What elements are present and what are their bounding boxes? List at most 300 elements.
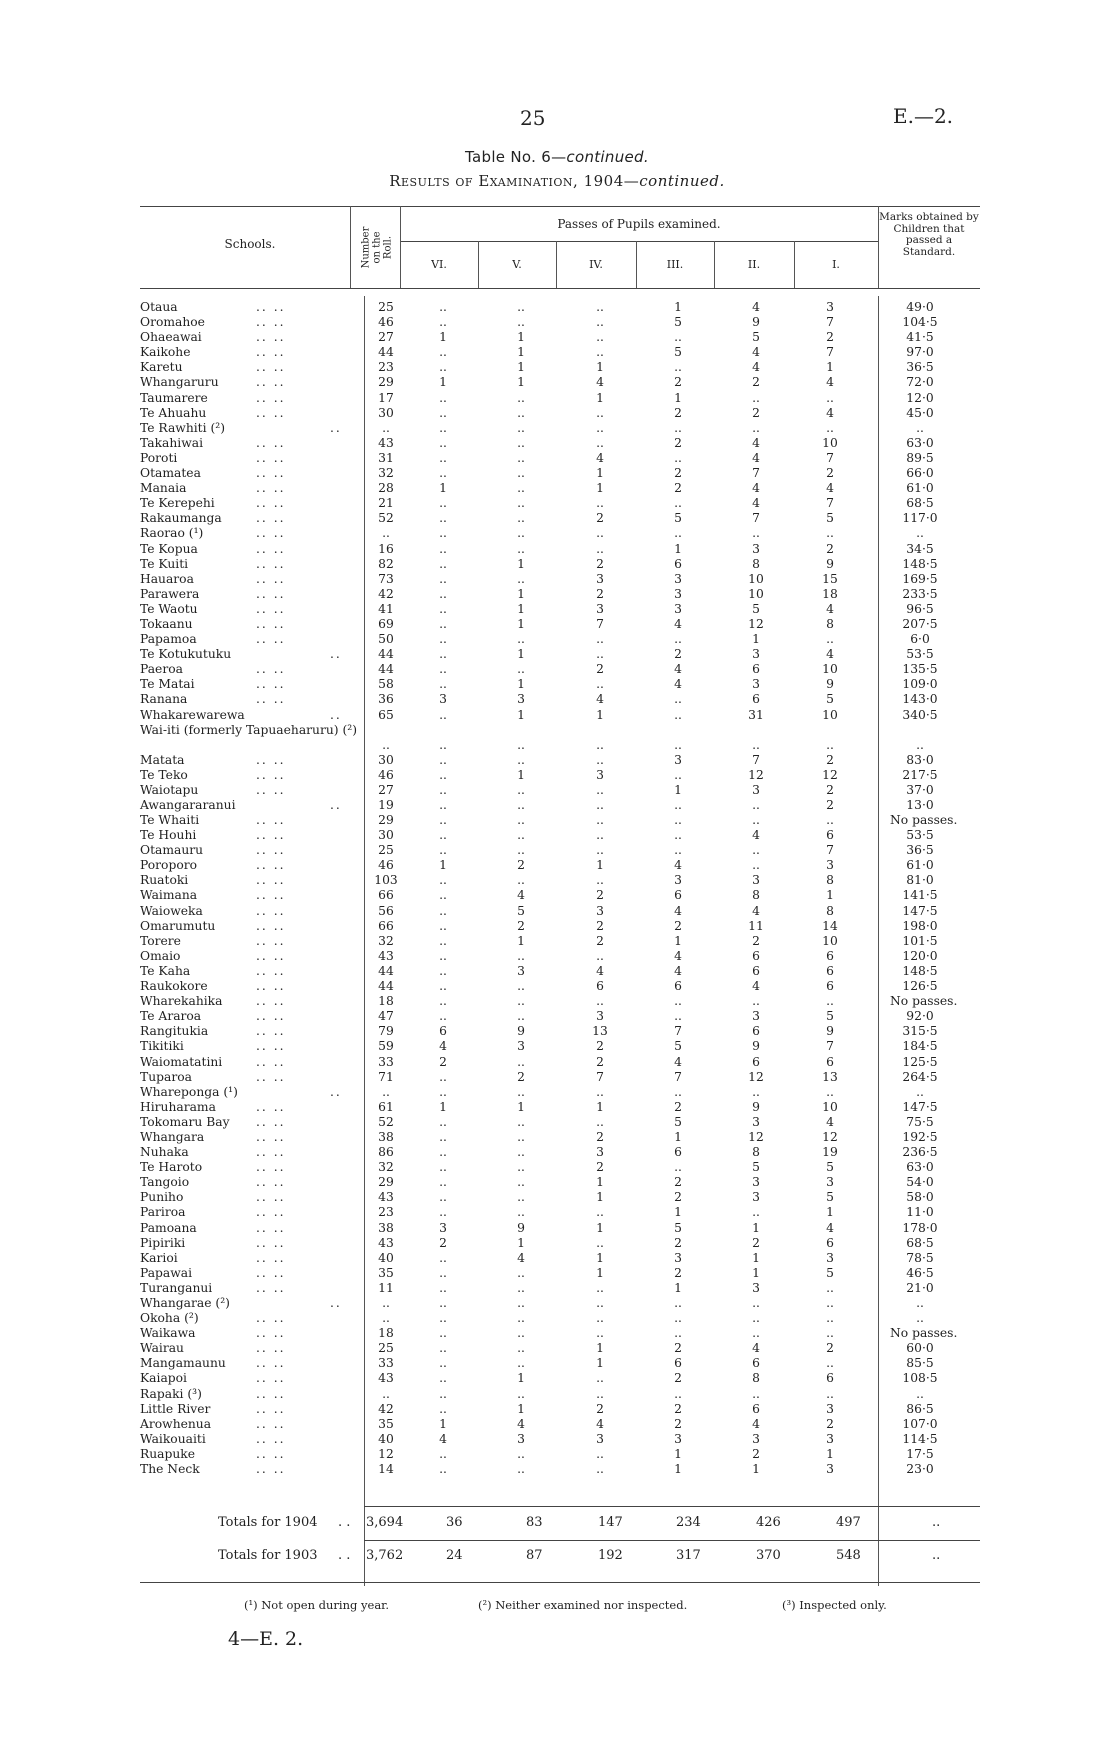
cell-v: 4 — [517, 1250, 525, 1265]
header-roll — [357, 208, 397, 286]
leader-dots: .. .. — [256, 300, 286, 314]
cell-roll: 23 — [378, 1205, 394, 1220]
cell-vi: 4 — [439, 1431, 447, 1446]
cell-iii: .. — [674, 1296, 682, 1310]
school-name: Te Kerepehi — [140, 496, 215, 511]
cell-marks: 117·0 — [902, 511, 938, 526]
cell-iii: 2 — [674, 1416, 682, 1431]
cell-i: 6 — [826, 948, 834, 963]
cell-ii: .. — [752, 813, 760, 827]
cell-vi: .. — [439, 1280, 447, 1295]
cell-ii: 3 — [752, 873, 760, 888]
cell-roll: 44 — [378, 662, 394, 677]
cell-marks: .. — [916, 526, 924, 541]
leader-dots: .. .. — [256, 1235, 286, 1250]
school-name: Paeroa — [140, 662, 183, 677]
cell-ii: .. — [752, 797, 760, 812]
cell-ii: 5 — [752, 1160, 760, 1175]
cell-v: .. — [517, 1009, 525, 1024]
cell-iii: .. — [674, 767, 682, 782]
cell-i: 5 — [826, 1190, 834, 1205]
cell-ii: 3 — [752, 1009, 760, 1024]
cell-vi: 1 — [439, 375, 447, 390]
totals-1904-vi: 36 — [446, 1515, 463, 1530]
cell-iv: 2 — [596, 662, 604, 677]
cell-vi: 1 — [439, 858, 447, 873]
header-schools: Schools. — [224, 237, 276, 251]
leader-dots: .. .. — [256, 1129, 286, 1144]
cell-iii: .. — [674, 496, 682, 511]
cell-marks: 75·5 — [906, 1114, 934, 1129]
cell-vi: .. — [439, 1084, 447, 1099]
cell-vi: .. — [439, 677, 447, 692]
cell-iii: 2 — [674, 1235, 682, 1250]
cell-iv: 3 — [596, 1009, 604, 1024]
cell-v: .. — [517, 541, 525, 556]
school-name: Kaikohe — [140, 345, 191, 360]
cell-i: 8 — [826, 873, 834, 888]
cell-vi: .. — [439, 1265, 447, 1280]
cell-i: 7 — [826, 843, 834, 858]
cell-roll: 41 — [378, 601, 394, 616]
cell-iv: 1 — [596, 858, 604, 873]
cell-iii: 3 — [674, 1250, 682, 1265]
cell-v: 2 — [517, 858, 525, 873]
table-row — [140, 994, 980, 1009]
cell-iv: 3 — [596, 571, 604, 586]
leader-dots: .. .. — [256, 1190, 286, 1205]
cell-i: 5 — [826, 1160, 834, 1175]
cell-roll: 30 — [378, 828, 394, 843]
cell-vi: 4 — [439, 1039, 447, 1054]
cell-ii: 8 — [752, 1371, 760, 1386]
cell-vi: .. — [439, 1205, 447, 1220]
cell-roll: 28 — [378, 481, 394, 496]
cell-marks: 78·5 — [906, 1250, 934, 1265]
cell-marks: 148·5 — [902, 556, 938, 571]
table-row — [140, 1371, 980, 1386]
cell-v: .. — [517, 979, 525, 994]
cell-iv: 2 — [596, 556, 604, 571]
cell-vi: 1 — [439, 330, 447, 345]
cell-roll: 61 — [378, 1099, 394, 1114]
table-row — [140, 1145, 980, 1160]
cell-marks: 58·0 — [906, 1190, 934, 1205]
school-name: Puniho — [140, 1190, 184, 1205]
cell-v: 1 — [517, 1235, 525, 1250]
cell-vi: .. — [439, 797, 447, 812]
cell-iv: .. — [596, 1205, 604, 1220]
school-name: Ruapuke — [140, 1446, 196, 1461]
cell-v: .. — [517, 782, 525, 797]
cell-ii: 3 — [752, 1190, 760, 1205]
cell-ii: 8 — [752, 556, 760, 571]
cell-iv: 1 — [596, 466, 604, 481]
leader-dots: .. .. — [256, 948, 286, 963]
cell-roll: 16 — [378, 541, 394, 556]
cell-ii: 3 — [752, 1431, 760, 1446]
table-row — [140, 692, 980, 707]
cell-iii: 2 — [674, 435, 682, 450]
cell-v: .. — [517, 828, 525, 843]
table-row — [140, 345, 980, 360]
cell-iii: 6 — [674, 556, 682, 571]
cell-ii: .. — [752, 843, 760, 858]
leader-dots: .. — [330, 797, 342, 812]
cell-i: 4 — [826, 405, 834, 420]
leader-dots: .. .. — [256, 1280, 286, 1295]
cell-iv: 7 — [596, 1069, 604, 1084]
cell-roll: 44 — [378, 647, 394, 662]
totals-1903-iii: 317 — [676, 1548, 701, 1563]
cell-v: 2 — [517, 1069, 525, 1084]
cell-vi: 3 — [439, 692, 447, 707]
leader-dots: .. .. — [256, 903, 286, 918]
cell-ii: 9 — [752, 1099, 760, 1114]
leader-dots: .. .. — [256, 1371, 286, 1386]
school-name: Mangamaunu — [140, 1356, 226, 1371]
cell-iv: 2 — [596, 586, 604, 601]
cell-iv: .. — [596, 948, 604, 963]
table-subtitle-continued: continued. — [639, 172, 725, 190]
cell-i: 10 — [822, 435, 838, 450]
table-row — [140, 949, 980, 964]
cell-v: .. — [517, 1462, 525, 1477]
cell-v: 1 — [517, 767, 525, 782]
table-row — [140, 1417, 980, 1432]
cell-ii: .. — [752, 526, 760, 541]
cell-iv: .. — [596, 300, 604, 314]
cell-v: .. — [517, 797, 525, 812]
table-row — [140, 828, 980, 843]
cell-roll: 79 — [378, 1024, 394, 1039]
table-row — [140, 421, 980, 436]
leader-dots: .. .. — [256, 375, 286, 390]
leader-dots: .. .. — [256, 1250, 286, 1265]
cell-iii: 2 — [674, 481, 682, 496]
cell-ii: 9 — [752, 1039, 760, 1054]
cell-i: 2 — [826, 797, 834, 812]
leader-dots: .. .. — [256, 315, 286, 330]
school-name: Arowhenua — [140, 1416, 212, 1431]
school-name: Tikitiki — [140, 1039, 184, 1054]
cell-roll: 43 — [378, 1235, 394, 1250]
cell-i: 2 — [826, 541, 834, 556]
cell-v: 1 — [517, 601, 525, 616]
cell-vi: .. — [439, 360, 447, 375]
table-row — [140, 888, 980, 903]
cell-iii: 5 — [674, 1220, 682, 1235]
cell-marks: 49·0 — [906, 300, 934, 314]
passes-divider-rule — [400, 241, 878, 242]
cell-iii: 2 — [674, 375, 682, 390]
cell-v: .. — [517, 1054, 525, 1069]
cell-iii: 6 — [674, 979, 682, 994]
totals-1904-marks: .. — [932, 1515, 941, 1530]
table-row — [140, 708, 980, 723]
cell-i: 7 — [826, 315, 834, 330]
cell-vi: 6 — [439, 1024, 447, 1039]
cell-iv: 1 — [596, 1265, 604, 1280]
cell-roll: 30 — [378, 752, 394, 767]
table-row — [140, 647, 980, 662]
table-subtitle — [0, 172, 1114, 190]
cell-iii: 2 — [674, 1401, 682, 1416]
cell-iv: 2 — [596, 1160, 604, 1175]
cell-i: 10 — [822, 662, 838, 677]
school-name: Te Kaha — [140, 963, 191, 978]
cell-ii: 2 — [752, 405, 760, 420]
cell-iii: 2 — [674, 647, 682, 662]
table-row — [140, 1266, 980, 1281]
cell-marks: 86·5 — [906, 1401, 934, 1416]
cell-ii: 4 — [752, 1416, 760, 1431]
leader-dots: .. — [330, 647, 342, 662]
cell-vi: .. — [439, 963, 447, 978]
table-row — [140, 1085, 980, 1100]
cell-iii: .. — [674, 1311, 682, 1326]
cell-ii: 12 — [748, 1069, 764, 1084]
totals-1903-label: Totals for 1903 — [218, 1548, 318, 1563]
leader-dots: .. .. — [256, 330, 286, 345]
table-row — [140, 1115, 980, 1130]
cell-ii: 4 — [752, 979, 760, 994]
school-name: Kaiapoi — [140, 1371, 187, 1386]
school-name: Te Haroto — [140, 1160, 203, 1175]
table-row — [140, 964, 980, 979]
cell-ii: 8 — [752, 888, 760, 903]
cell-v: 3 — [517, 692, 525, 707]
cell-vi: .. — [439, 918, 447, 933]
cell-i: 15 — [822, 571, 838, 586]
header-ii: II. — [747, 258, 761, 271]
cell-i: 7 — [826, 1039, 834, 1054]
cell-iv: .. — [596, 813, 604, 827]
leader-dots: .. .. — [256, 1160, 286, 1175]
cell-marks: 178·0 — [902, 1220, 938, 1235]
table-title — [0, 148, 1114, 166]
leader-dots: .. .. — [256, 616, 286, 631]
table-bottom-rule — [140, 1582, 980, 1583]
table-row — [140, 1190, 980, 1205]
cell-iii: 1 — [674, 782, 682, 797]
school-name: Te Matai — [140, 677, 195, 692]
cell-roll: 17 — [378, 390, 394, 405]
school-name: Te Ahuahu — [140, 405, 207, 420]
cell-ii: 6 — [752, 948, 760, 963]
cell-roll: 40 — [378, 1431, 394, 1446]
cell-iii: 2 — [674, 1371, 682, 1386]
cell-v: .. — [517, 526, 525, 541]
cell-i: 6 — [826, 963, 834, 978]
cell-ii: 6 — [752, 963, 760, 978]
cell-roll: 50 — [378, 632, 394, 647]
cell-ii: 1 — [752, 1250, 760, 1265]
table-row — [140, 360, 980, 375]
cell-vi: .. — [439, 767, 447, 782]
school-name: Ruatoki — [140, 873, 189, 888]
school-name: Te Whaiti — [140, 813, 200, 827]
table-row — [140, 1236, 980, 1251]
cell-i: 2 — [826, 1416, 834, 1431]
cell-roll: 52 — [378, 511, 394, 526]
cell-iii: 1 — [674, 933, 682, 948]
cell-iii: 2 — [674, 1175, 682, 1190]
leader-dots: .. .. — [256, 1069, 286, 1084]
school-name: Pipiriki — [140, 1235, 186, 1250]
cell-ii: 9 — [752, 315, 760, 330]
table-row — [140, 1402, 980, 1417]
table-row — [140, 1221, 980, 1236]
cell-i: 10 — [822, 1099, 838, 1114]
cell-iii: 1 — [674, 1446, 682, 1461]
cell-vi: .. — [439, 1175, 447, 1190]
cell-roll: 18 — [378, 994, 394, 1009]
school-name: Rapaki (³) — [140, 1386, 202, 1401]
cell-vi: .. — [439, 450, 447, 465]
cell-v: .. — [517, 1205, 525, 1220]
cell-i: 6 — [826, 979, 834, 994]
cell-i: 6 — [826, 1235, 834, 1250]
cell-vi: .. — [439, 511, 447, 526]
cell-ii: 4 — [752, 496, 760, 511]
table-row — [140, 1160, 980, 1175]
cell-ii: 1 — [752, 1220, 760, 1235]
cell-vi: .. — [439, 616, 447, 631]
cell-marks: .. — [916, 1084, 924, 1099]
cell-v: .. — [517, 300, 525, 314]
cell-ii: 4 — [752, 345, 760, 360]
cell-marks: 68·5 — [906, 1235, 934, 1250]
cell-vi: .. — [439, 1386, 447, 1401]
table-row — [140, 677, 980, 692]
cell-roll: 43 — [378, 948, 394, 963]
cell-i: 2 — [826, 782, 834, 797]
cell-vi: .. — [439, 300, 447, 314]
cell-iii: .. — [674, 1160, 682, 1175]
leader-dots: .. .. — [256, 511, 286, 526]
table-row — [140, 843, 980, 858]
cell-marks: 89·5 — [906, 450, 934, 465]
cell-vi: .. — [439, 1129, 447, 1144]
cell-roll: 43 — [378, 1371, 394, 1386]
cell-vi: .. — [439, 752, 447, 767]
header-iv: IV. — [589, 258, 603, 271]
cell-marks: 114·5 — [902, 1431, 938, 1446]
leader-dots: .. .. — [256, 692, 286, 707]
cell-v: 1 — [517, 1401, 525, 1416]
page-code: E.—2. — [893, 104, 954, 128]
cell-ii: 8 — [752, 1145, 760, 1160]
cell-iv: 2 — [596, 1401, 604, 1416]
table-row — [140, 919, 980, 934]
school-name: Ohaeawai — [140, 330, 202, 345]
cell-v: 4 — [517, 888, 525, 903]
leader-dots: .. .. — [256, 1386, 286, 1401]
cell-vi: .. — [439, 435, 447, 450]
cell-vi: .. — [439, 994, 447, 1009]
cell-ii: 2 — [752, 1235, 760, 1250]
cell-marks: 147·5 — [902, 903, 938, 918]
cell-ii: 1 — [752, 1265, 760, 1280]
totals-dots: . . — [338, 1515, 351, 1530]
cell-v: 3 — [517, 1431, 525, 1446]
leader-dots: .. .. — [256, 1311, 286, 1326]
cell-ii: 4 — [752, 300, 760, 314]
leader-dots: .. .. — [256, 843, 286, 858]
leader-dots: .. .. — [256, 933, 286, 948]
leader-dots: .. .. — [256, 1326, 286, 1341]
cell-ii: 3 — [752, 782, 760, 797]
table-row — [140, 1039, 980, 1054]
cell-ii: .. — [752, 420, 760, 435]
cell-roll: 56 — [378, 903, 394, 918]
sheet-mark: 4—E. 2. — [228, 1628, 304, 1650]
table-row — [140, 557, 980, 572]
cell-iv: 2 — [596, 933, 604, 948]
leader-dots: .. .. — [256, 918, 286, 933]
cell-ii: 5 — [752, 330, 760, 345]
cell-ii: 3 — [752, 1114, 760, 1129]
cell-i: .. — [826, 420, 834, 435]
cell-v: 3 — [517, 1039, 525, 1054]
leader-dots: .. .. — [256, 1416, 286, 1431]
cell-iv: 2 — [596, 1039, 604, 1054]
col-divider — [350, 206, 351, 288]
cell-v: .. — [517, 752, 525, 767]
cell-iv: 2 — [596, 918, 604, 933]
totals-1904-iv: 147 — [598, 1515, 623, 1530]
cell-v: .. — [517, 1265, 525, 1280]
cell-iii: 5 — [674, 1114, 682, 1129]
cell-vi: .. — [439, 1371, 447, 1386]
school-name: Te Teko — [140, 767, 188, 782]
school-name: Te Kotukutuku — [140, 647, 232, 662]
cell-marks: .. — [916, 1386, 924, 1401]
cell-iv: 1 — [596, 481, 604, 496]
totals-1903-v: 87 — [526, 1548, 543, 1563]
cell-v: 1 — [517, 1099, 525, 1114]
cell-ii: 2 — [752, 1446, 760, 1461]
cell-iv: 4 — [596, 692, 604, 707]
school-name: Turanganui — [140, 1280, 213, 1295]
leader-dots: .. .. — [256, 1341, 286, 1356]
cell-v: 4 — [517, 1416, 525, 1431]
cell-vi: .. — [439, 1446, 447, 1461]
cell-iv: 4 — [596, 450, 604, 465]
school-name: Raorao (¹) — [140, 526, 204, 541]
cell-iv: 1 — [596, 1099, 604, 1114]
cell-iv: 3 — [596, 767, 604, 782]
cell-v: 1 — [517, 647, 525, 662]
cell-iii: .. — [674, 1326, 682, 1341]
school-name: Waiomatatini — [140, 1054, 223, 1069]
cell-i: 4 — [826, 601, 834, 616]
table-title-continued: continued. — [566, 148, 649, 166]
cell-iv: .. — [596, 315, 604, 330]
school-name: Wai-iti (formerly Tapuaeharuru) (²) — [140, 722, 357, 737]
cell-roll: .. — [382, 1386, 390, 1401]
school-name: Raukokore — [140, 979, 208, 994]
cell-iv: 3 — [596, 903, 604, 918]
cell-iii: .. — [674, 330, 682, 345]
cell-ii: 6 — [752, 1024, 760, 1039]
cell-roll: 29 — [378, 375, 394, 390]
table-row — [140, 466, 980, 481]
leader-dots: .. .. — [256, 450, 286, 465]
cell-marks: 233·5 — [902, 586, 938, 601]
cell-iv: 1 — [596, 707, 604, 722]
